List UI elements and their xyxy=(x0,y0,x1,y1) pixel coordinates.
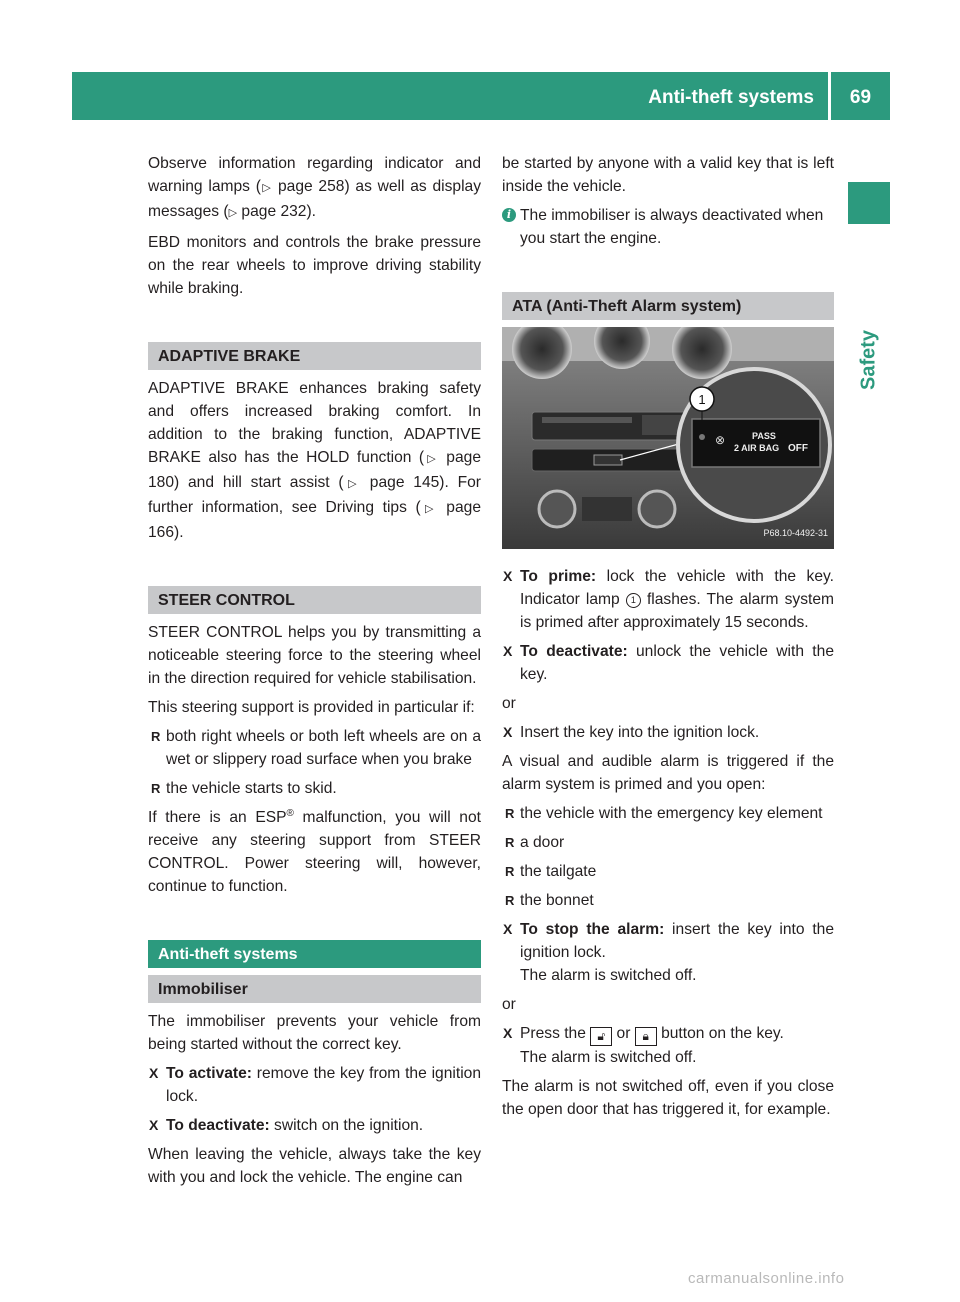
step-arrow-icon: X xyxy=(149,1065,159,1081)
ata-heading: ATA (Anti-Theft Alarm system) xyxy=(502,292,834,320)
list-item: R a door xyxy=(502,831,834,854)
instruction-step: X To prime: lock the vehicle with the key. Indicator lamp 1 flashes. The alarm system is primed after approximately 15 seconds. xyxy=(502,565,834,634)
instruction-step: X To activate: remove the key from the ignition lock. xyxy=(148,1062,481,1108)
footer-watermark: carmanualsonline.info xyxy=(688,1270,845,1287)
airbag-label: 2 AIR BAG xyxy=(734,443,780,453)
step-arrow-icon: X xyxy=(503,643,513,659)
instruction-step: X To stop the alarm: insert the key into the ignition lock. The alarm is switched off. xyxy=(502,918,834,987)
continuation-paragraph: be started by anyone with a valid key that is left inside the vehicle. xyxy=(502,155,834,195)
anti-theft-heading: Anti-theft systems xyxy=(148,940,481,968)
page-ref-link[interactable]: page 180 xyxy=(148,449,481,491)
steer-control-heading: STEER CONTROL xyxy=(148,586,481,614)
list-item: R the vehicle with the emergency key element xyxy=(502,802,834,825)
bullet-icon: R xyxy=(151,781,161,796)
final-paragraph: The alarm is not switched off, even if you close the open door that has triggered it, for example. xyxy=(502,1078,834,1118)
callout-marker: 1 xyxy=(626,593,641,608)
step-arrow-icon: X xyxy=(503,1025,513,1041)
or-text: or xyxy=(502,695,516,712)
bullet-icon: R xyxy=(151,729,161,744)
page-ref-arrow-icon: ▷ xyxy=(343,478,361,490)
step-arrow-icon: X xyxy=(149,1117,159,1133)
leaving-vehicle-paragraph: When leaving the vehicle, always take the key with you and lock the vehicle. The engine can xyxy=(148,1146,481,1186)
adaptive-brake-heading: ADAPTIVE BRAKE xyxy=(148,342,481,370)
right-column xyxy=(502,152,834,1127)
or-text: or xyxy=(502,996,516,1013)
unlock-button-icon: 🔓︎ xyxy=(590,1027,612,1046)
list-item: R the bonnet xyxy=(502,889,834,912)
callout-1-label: 1 xyxy=(698,392,706,407)
page-ref-link[interactable]: page 258 xyxy=(277,178,345,195)
intro-paragraph: Observe information regarding indicator and warning lamps (▷ page 258) as well as display messages (▷ page 232). xyxy=(148,155,481,220)
instruction-step: X Press the 🔓︎ or 🔒︎ button on the key. The alarm is switched off. xyxy=(502,1022,834,1069)
side-tab-label: Safety xyxy=(857,329,880,391)
adaptive-brake-paragraph: ADAPTIVE BRAKE enhances braking safety and offers increased braking comfort. In addition to the braking function, ADAPTIVE BRAKE also has the HOLD function (▷ page 180) and hill start assist (▷ page 145). For further information, see Driving tips (▷ page 166). xyxy=(148,380,481,541)
instruction-step: X To deactivate: unlock the vehicle with the key. xyxy=(502,640,834,686)
steer-support-paragraph: This steering support is provided in particular if: xyxy=(148,699,475,716)
instruction-step: X To deactivate: switch on the ignition. xyxy=(148,1114,481,1137)
side-tab-block xyxy=(848,182,890,224)
page-ref-arrow-icon: ▷ xyxy=(260,182,273,194)
bullet-icon: R xyxy=(505,864,515,879)
info-icon: i xyxy=(502,208,516,222)
step-arrow-icon: X xyxy=(503,568,513,584)
figure-id: P68.10-4492-31 xyxy=(763,528,828,538)
list-item: R the vehicle starts to skid. xyxy=(148,777,481,800)
page-number: 69 xyxy=(849,87,872,108)
airbag-glyph-icon: ⊗ xyxy=(715,433,726,447)
page-ref-link[interactable]: page 232 xyxy=(241,203,307,220)
page-ref-arrow-icon: ▷ xyxy=(228,207,238,219)
page-ref-arrow-icon: ▷ xyxy=(420,503,438,515)
pass-label: PASS xyxy=(752,431,776,441)
info-note: i The immobiliser is always deactivated when you start the engine. xyxy=(502,204,834,250)
esp-paragraph: If there is an ESP® malfunction, you will not receive any steering support from STEER CONTROL. Power steering will, however, continue to function. xyxy=(148,807,481,895)
step-arrow-icon: X xyxy=(503,921,513,937)
header-bar xyxy=(72,72,890,120)
step-arrow-icon: X xyxy=(503,724,513,740)
list-item: R the tailgate xyxy=(502,860,834,883)
page-ref-link[interactable]: page 145 xyxy=(369,474,440,491)
steer-control-paragraph: STEER CONTROL helps you by transmitting a noticeable steering force to the steering wheel in the direction required for vehicle stabilisation. xyxy=(148,624,481,687)
page-ref-arrow-icon: ▷ xyxy=(424,453,439,465)
alarm-paragraph: A visual and audible alarm is triggered if the alarm system is primed and you open: xyxy=(502,753,834,793)
list-item: R both right wheels or both left wheels are on a wet or slippery road surface when you brake xyxy=(148,725,481,771)
immobiliser-paragraph: The immobiliser prevents your vehicle from being started without the correct key. xyxy=(148,1013,481,1053)
ebd-paragraph: EBD monitors and controls the brake pressure on the rear wheels to improve driving stability while braking. xyxy=(148,234,481,297)
page-ref-link[interactable]: page 166 xyxy=(148,499,481,541)
bullet-icon: R xyxy=(505,893,515,908)
dashboard-photo xyxy=(502,327,834,549)
instruction-step: X Insert the key into the ignition lock. xyxy=(502,721,834,744)
immobiliser-heading: Immobiliser xyxy=(148,975,481,1003)
pass-airbag-off-indicator xyxy=(594,455,622,465)
off-label: OFF xyxy=(788,443,808,454)
bullet-icon: R xyxy=(505,835,515,850)
lock-button-icon: 🔒︎ xyxy=(635,1027,657,1046)
dashboard-illustration xyxy=(502,327,834,549)
chapter-title: Anti-theft systems xyxy=(648,87,814,108)
left-column xyxy=(148,152,481,1195)
bullet-icon: R xyxy=(505,806,515,821)
